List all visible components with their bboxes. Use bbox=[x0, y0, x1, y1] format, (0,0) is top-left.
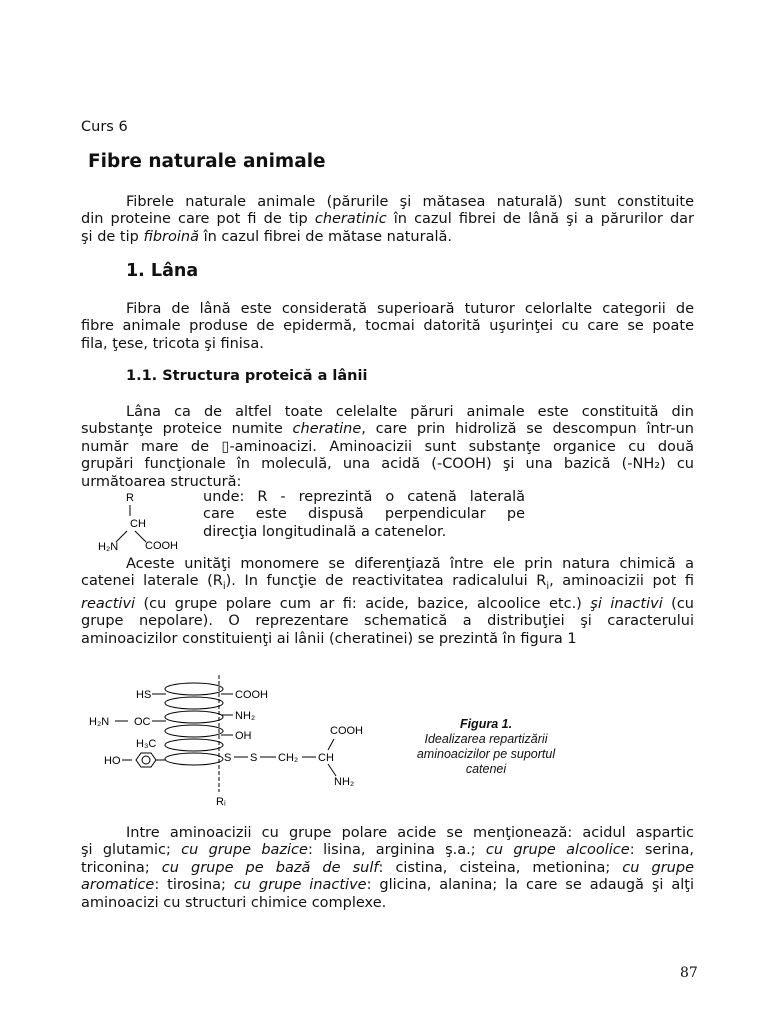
label-ch: CH bbox=[318, 752, 334, 764]
structure-ch-label: CH bbox=[130, 518, 146, 530]
text-line: grupe nepolare). O reprezentare schematică a distribuţiei şi caracterului bbox=[81, 613, 694, 630]
text-line: Fibra de lână este considerată superioară tuturor celorlalte categorii de bbox=[126, 301, 694, 317]
emphasis: şi inactivi bbox=[590, 595, 663, 612]
structure-h2n-label: H₂N bbox=[98, 541, 119, 553]
label-s-2: S bbox=[250, 752, 258, 764]
text-line: şi de tip fibroină în cazul fibrei de mătase naturală. bbox=[81, 228, 452, 245]
text-line: şi glutamic; cu grupe bazice: lisina, arginina ş.a.; cu grupe alcoolice: serina, bbox=[81, 842, 694, 859]
course-label: Curs 6 bbox=[81, 119, 128, 135]
benzene-ring-icon bbox=[136, 753, 156, 767]
emphasis: cu grupe pe bază de sulf bbox=[161, 859, 379, 876]
emphasis: cheratine bbox=[292, 421, 362, 438]
text-line: din proteine care pot fi de tip cheratinic în cazul fibrei de lână şi a părurilor dar bbox=[81, 211, 695, 228]
caption-line: catenei bbox=[465, 762, 507, 776]
paragraph-aminoacizi-polari bbox=[81, 825, 694, 912]
label-ri: Rᵢ bbox=[216, 796, 226, 808]
caption-line: aminoacizilor pe suportul bbox=[416, 747, 556, 761]
label-cooh-1: COOH bbox=[235, 689, 268, 701]
label-oc: OC bbox=[134, 716, 151, 728]
structure-cooh-label: COOH bbox=[145, 540, 178, 552]
intro-paragraph bbox=[81, 194, 694, 246]
text-line: fila, ţese, tricota şi finisa. bbox=[81, 335, 264, 352]
amino-acid-structure bbox=[90, 486, 200, 556]
figure-1-caption bbox=[396, 717, 576, 777]
text-line: triconina; cu grupe pe bază de sulf: cistina, cisteina, metionina; cu grupe bbox=[81, 859, 694, 876]
emphasis: aromatice bbox=[81, 877, 155, 894]
caption-line: Idealizarea repartizării bbox=[424, 732, 548, 746]
subscript: i bbox=[546, 581, 550, 593]
structure-note-line: direcţia longitudinală a catenelor. bbox=[203, 523, 447, 540]
emphasis: cu grupe inactive bbox=[233, 877, 367, 894]
text-line: număr mare de ▯-aminoacizi. Aminoacizii sunt substanţe organice cu două bbox=[81, 438, 694, 455]
bond bbox=[328, 739, 334, 750]
label-ch2: CH₂ bbox=[278, 752, 299, 764]
bond bbox=[328, 764, 336, 776]
text-line: Intre aminoacizii cu grupe polare acide se menţionează: acidul aspartic bbox=[126, 825, 694, 841]
paragraph-unitati-monomere bbox=[81, 556, 694, 648]
label-nh2-1: NH₂ bbox=[235, 710, 256, 722]
helix-coil bbox=[165, 683, 223, 765]
structure-r-label: R bbox=[126, 492, 134, 504]
text-line: substanţe proteice numite cheratine, care prin hidroliză se descompun într-un bbox=[81, 421, 694, 438]
label-s-1: S bbox=[224, 752, 232, 764]
text-line: Aceste unităţi monomere se diferenţiază între ele prin natura chimică a bbox=[126, 556, 694, 572]
emphasis: cu grupe bazice bbox=[181, 842, 308, 859]
text-line: fibre animale produse de epidermă, tocmai datorită uşurinţei cu care se poate bbox=[81, 318, 694, 335]
emphasis: reactivi bbox=[81, 595, 136, 612]
label-cooh-2: COOH bbox=[330, 725, 363, 737]
structure-note bbox=[203, 489, 525, 541]
text-line: Fibrele naturale animale (părurile şi mătasea naturală) sunt constituite bbox=[126, 194, 694, 210]
subsection-title: 1.1. Structura proteică a lânii bbox=[126, 368, 368, 384]
text-line: grupări funcţionale în moleculă, una acidă (-COOH) şi una bazică (-NH₂) cu bbox=[81, 456, 694, 473]
page-number: 87 bbox=[680, 965, 698, 981]
text-line: aminoacizi cu structuri chimice complexe. bbox=[81, 894, 387, 911]
text-line: următoarea structură: bbox=[81, 473, 242, 490]
text-line: catenei laterale $(R_i)$. In funcţie de reactivitatea radicalului $R_i$, aminoacizii pot fi bbox=[81, 573, 694, 593]
label-h3c: H₃C bbox=[136, 738, 157, 750]
caption-title: Figura 1. bbox=[459, 717, 513, 731]
structure-note-line: care este dispusă perpendicular pe bbox=[203, 506, 525, 523]
text-line: Lâna ca de altfel toate celelalte păruri animale este constituită din bbox=[126, 404, 694, 420]
text-line: reactivi (cu grupe polare cum ar fi: acide, bazice, alcoolice etc.) şi inactivi (cu bbox=[81, 595, 695, 612]
text-line: aromatice: tirosina; cu grupe inactive: glicina, alanina; la care se adaugă şi alţi bbox=[81, 877, 694, 894]
label-oh: OH bbox=[235, 730, 252, 742]
label-h2n: H₂N bbox=[89, 716, 110, 728]
label-ho: HO bbox=[104, 755, 121, 767]
subscript: i bbox=[222, 581, 226, 593]
emphasis: fibroină bbox=[143, 228, 199, 245]
paragraph-structura bbox=[81, 404, 694, 491]
figure-1-diagram bbox=[86, 672, 386, 812]
emphasis: cu grupe alcoolice bbox=[485, 842, 630, 859]
paragraph-fibra-de-lana bbox=[81, 301, 694, 353]
emphasis: cheratinic bbox=[314, 211, 387, 228]
structure-note-line: unde: R - reprezintă o catenă laterală bbox=[203, 489, 525, 505]
page-title: Fibre naturale animale bbox=[88, 151, 326, 172]
label-hs: HS bbox=[136, 689, 152, 701]
section-title-lana: 1. Lâna bbox=[126, 261, 199, 281]
label-nh2-2: NH₂ bbox=[334, 776, 355, 788]
text-line: aminoacizilor constituienţi ai lânii (cheratinei) se prezintă în figura 1 bbox=[81, 630, 577, 647]
emphasis: cu grupe bbox=[622, 859, 694, 876]
